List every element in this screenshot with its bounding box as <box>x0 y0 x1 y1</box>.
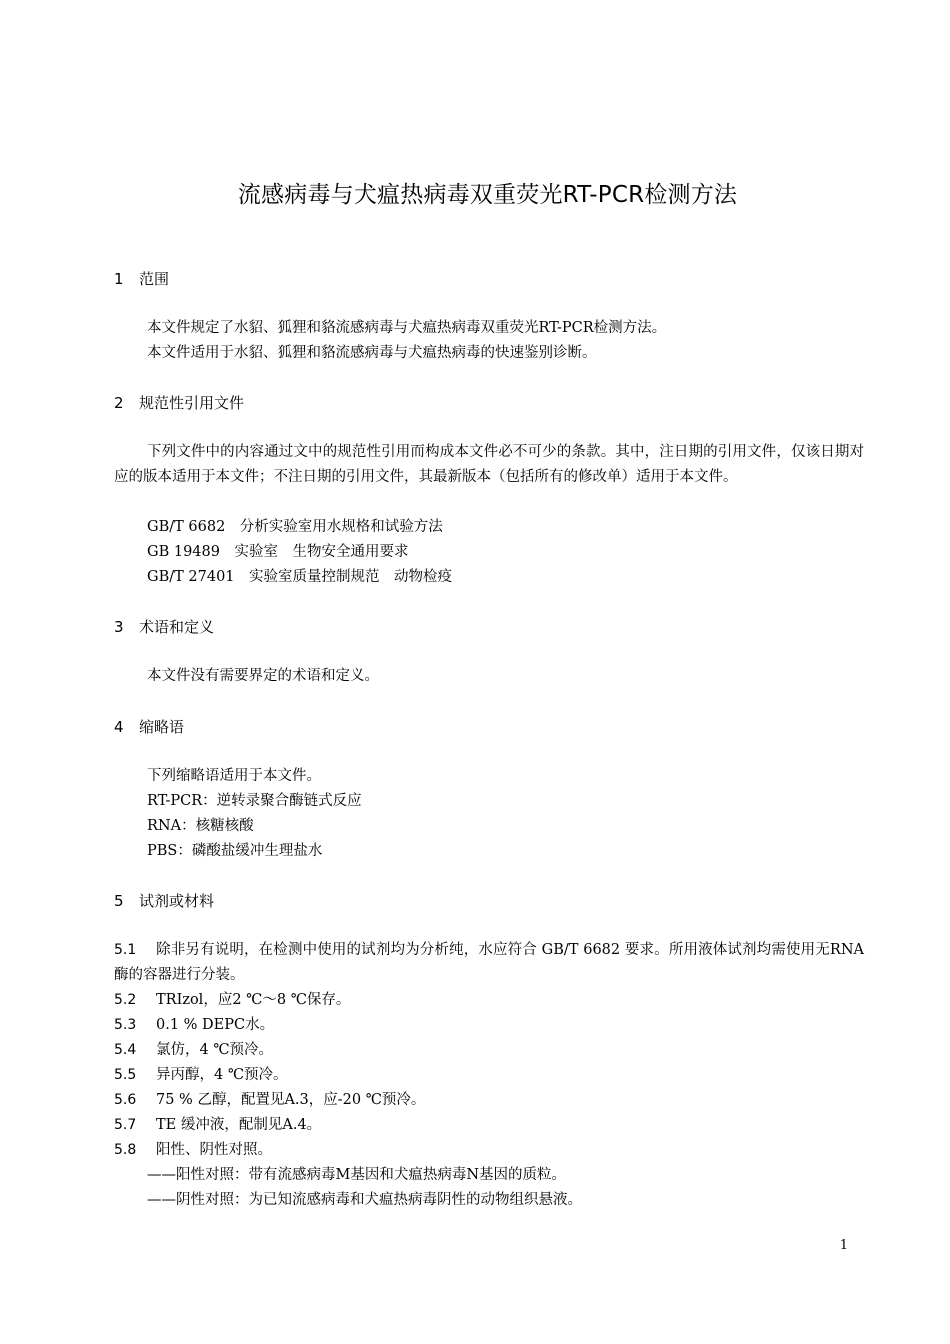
clause-text: 75 % 乙醇，配置见A.3，应-20 ℃预冷。 <box>156 1092 426 1108</box>
clause-number: 5.6 <box>114 1092 137 1108</box>
page-number: 1 <box>839 1238 848 1253</box>
abbreviation-item: RT-PCR：逆转录聚合酶链式反应 <box>147 793 362 809</box>
section-number: 1 <box>114 270 124 288</box>
paragraph: 下列缩略语适用于本文件。 <box>147 768 321 784</box>
section-5-heading <box>114 890 214 912</box>
clause-5-4 <box>114 1038 273 1063</box>
clause-5-6 <box>114 1088 425 1113</box>
clause-number: 5.8 <box>114 1142 137 1158</box>
clause-5-7 <box>114 1113 321 1138</box>
clause-5-3 <box>114 1013 274 1038</box>
abbreviation-item: PBS：磷酸盐缓冲生理盐水 <box>147 843 323 859</box>
section-3-heading <box>114 616 214 638</box>
section-2-heading <box>114 392 244 414</box>
section-1-heading <box>114 268 169 290</box>
clause-number: 5.5 <box>114 1067 137 1083</box>
dash-list-item: ——阴性对照：为已知流感病毒和犬瘟热病毒阴性的动物组织悬液。 <box>147 1192 582 1208</box>
dash-list-item: ——阳性对照：带有流感病毒M基因和犬瘟热病毒N基因的质粒。 <box>147 1167 567 1183</box>
clause-number: 5.3 <box>114 1017 137 1033</box>
clause-number: 5.2 <box>114 992 137 1008</box>
clause-number: 5.7 <box>114 1117 137 1133</box>
abbreviation-item: RNA：核糖核酸 <box>147 818 254 834</box>
clause-text: 0.1 % DEPC水。 <box>156 1017 275 1033</box>
section-title: 试剂或材料 <box>139 892 215 910</box>
document-title: 流感病毒与犬瘟热病毒双重荧光RT-PCR检测方法 <box>237 182 738 208</box>
section-4-heading <box>114 716 184 738</box>
clause-text: TRIzol，应2 ℃～8 ℃保存。 <box>156 992 351 1008</box>
section-title: 规范性引用文件 <box>139 394 245 412</box>
clause-5-5 <box>114 1063 288 1088</box>
clause-text: TE 缓冲液，配制见A.4。 <box>156 1117 322 1133</box>
section-number: 4 <box>114 718 124 736</box>
clause-text: 除非另有说明，在检测中使用的试剂均为分析纯，水应符合 GB/T 6682 要求。所用液体试剂均需使用无RNA酶的容器进行分装。 <box>114 942 864 983</box>
section-number: 2 <box>114 394 124 412</box>
section-title: 范围 <box>139 270 170 288</box>
section-title: 缩略语 <box>139 718 185 736</box>
clause-5-2 <box>114 988 350 1013</box>
clause-number: 5.1 <box>114 942 137 958</box>
section-title: 术语和定义 <box>139 618 215 636</box>
paragraph: 本文件没有需要界定的术语和定义。 <box>147 668 379 684</box>
paragraph: 本文件规定了水貂、狐狸和貉流感病毒与犬瘟热病毒双重荧光RT-PCR检测方法。 <box>147 320 667 336</box>
clause-5-8 <box>114 1138 272 1163</box>
reference-item: GB/T 27401 实验室质量控制规范 动物检疫 <box>147 569 453 585</box>
clause-5-1 <box>114 938 864 987</box>
reference-item: GB 19489 实验室 生物安全通用要求 <box>147 544 409 560</box>
clause-number: 5.4 <box>114 1042 137 1058</box>
paragraph: 本文件适用于水貂、狐狸和貉流感病毒与犬瘟热病毒的快速鉴别诊断。 <box>147 345 597 361</box>
clause-text: 异丙醇，4 ℃预冷。 <box>156 1067 288 1083</box>
paragraph: 下列文件中的内容通过文中的规范性引用而构成本文件必不可少的条款。其中，注日期的引用文件，仅该日期对应的版本适用于本文件；不注日期的引用文件，其最新版本（包括所有的修改单）适用于本文件。 <box>114 444 864 485</box>
clause-text: 氯仿，4 ℃预冷。 <box>156 1042 274 1058</box>
clause-text: 阳性、阴性对照。 <box>156 1142 272 1158</box>
section-number: 5 <box>114 892 124 910</box>
section-number: 3 <box>114 618 124 636</box>
reference-item: GB/T 6682 分析实验室用水规格和试验方法 <box>147 519 443 535</box>
